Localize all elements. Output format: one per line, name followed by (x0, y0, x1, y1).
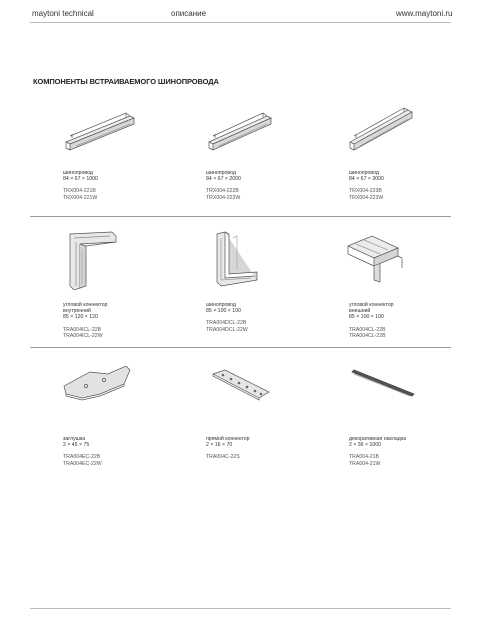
header-brand: maytoni technical (32, 9, 94, 18)
straight-connector-icon (203, 362, 323, 424)
header-website[interactable]: www.maytoni.ru (396, 9, 453, 18)
inner-corner-connector-icon (60, 228, 180, 290)
product-code: TRA004ICL-22W (63, 332, 103, 339)
product-name: внутренний (63, 308, 91, 315)
product-code: TRX004-221W (63, 194, 98, 201)
end-cap-icon (60, 362, 180, 424)
footer-divider (30, 608, 451, 609)
product-code: TRX004-223W (349, 194, 384, 201)
section-title: КОМПОНЕНТЫ ВСТРАИВАЕМОГО ШИНОПРОВОДА (33, 77, 219, 86)
product-code: TRX004-221B (63, 188, 96, 195)
corner-track-icon (203, 228, 323, 290)
product-name: шинопровод (349, 170, 379, 176)
product-code: TRA004DCL-22B (206, 320, 247, 327)
product-code: TRA004-21B (349, 454, 379, 461)
product-code: TRA004CL-22B (349, 326, 386, 333)
product-name: прямой коннектор (206, 436, 250, 442)
product-dims: 84 × 67 × 3000 (349, 176, 384, 183)
straight-track-icon (60, 98, 180, 160)
product-dims: 2 × 16 × 70 (206, 442, 233, 449)
product-code: TRA004EC-22W (63, 460, 102, 467)
product-name: внешний (349, 308, 371, 315)
product-dims: 85 × 120 × 120 (63, 314, 98, 321)
product-dims: 2 × 45 × 75 (63, 442, 90, 449)
header-divider (30, 22, 451, 23)
decorative-strip-icon (346, 362, 466, 424)
product-code: TRA004C-22S (206, 454, 240, 461)
product-name: угловой коннектор (63, 302, 108, 308)
product-name: декоративная накладка (349, 436, 407, 442)
product-dims: 85 × 100 × 100 (349, 314, 384, 321)
product-dims: 84 × 67 × 2000 (206, 176, 241, 183)
product-name: угловой коннектор (349, 302, 394, 308)
outer-corner-connector-icon (346, 228, 466, 290)
straight-track-icon (346, 98, 466, 160)
product-code: TRX004-222W (206, 194, 241, 201)
product-code: TRX004-222B (206, 188, 239, 195)
header-section: описание (171, 9, 207, 18)
product-code: TRA004-21W (349, 460, 381, 467)
product-name: шинопровод (63, 170, 93, 176)
row-divider (30, 347, 451, 348)
product-code: TRA004ICL-22B (63, 326, 102, 333)
product-code: TRX004-223B (349, 188, 382, 195)
product-dims: 2 × 36 × 1000 (349, 442, 382, 449)
product-code: TRA004EC-22B (63, 454, 101, 461)
row-divider (30, 216, 451, 217)
straight-track-icon (203, 98, 323, 160)
product-dims: 84 × 67 × 1000 (63, 176, 98, 183)
product-name: шинопровод (206, 302, 236, 308)
product-code: TRA004DCL-22W (206, 326, 248, 333)
product-code: TRA004CL-22B (349, 332, 386, 339)
product-name: шинопровод (206, 170, 236, 176)
product-name: заглушка (63, 436, 86, 442)
product-dims: 85 × 100 × 100 (206, 308, 241, 315)
